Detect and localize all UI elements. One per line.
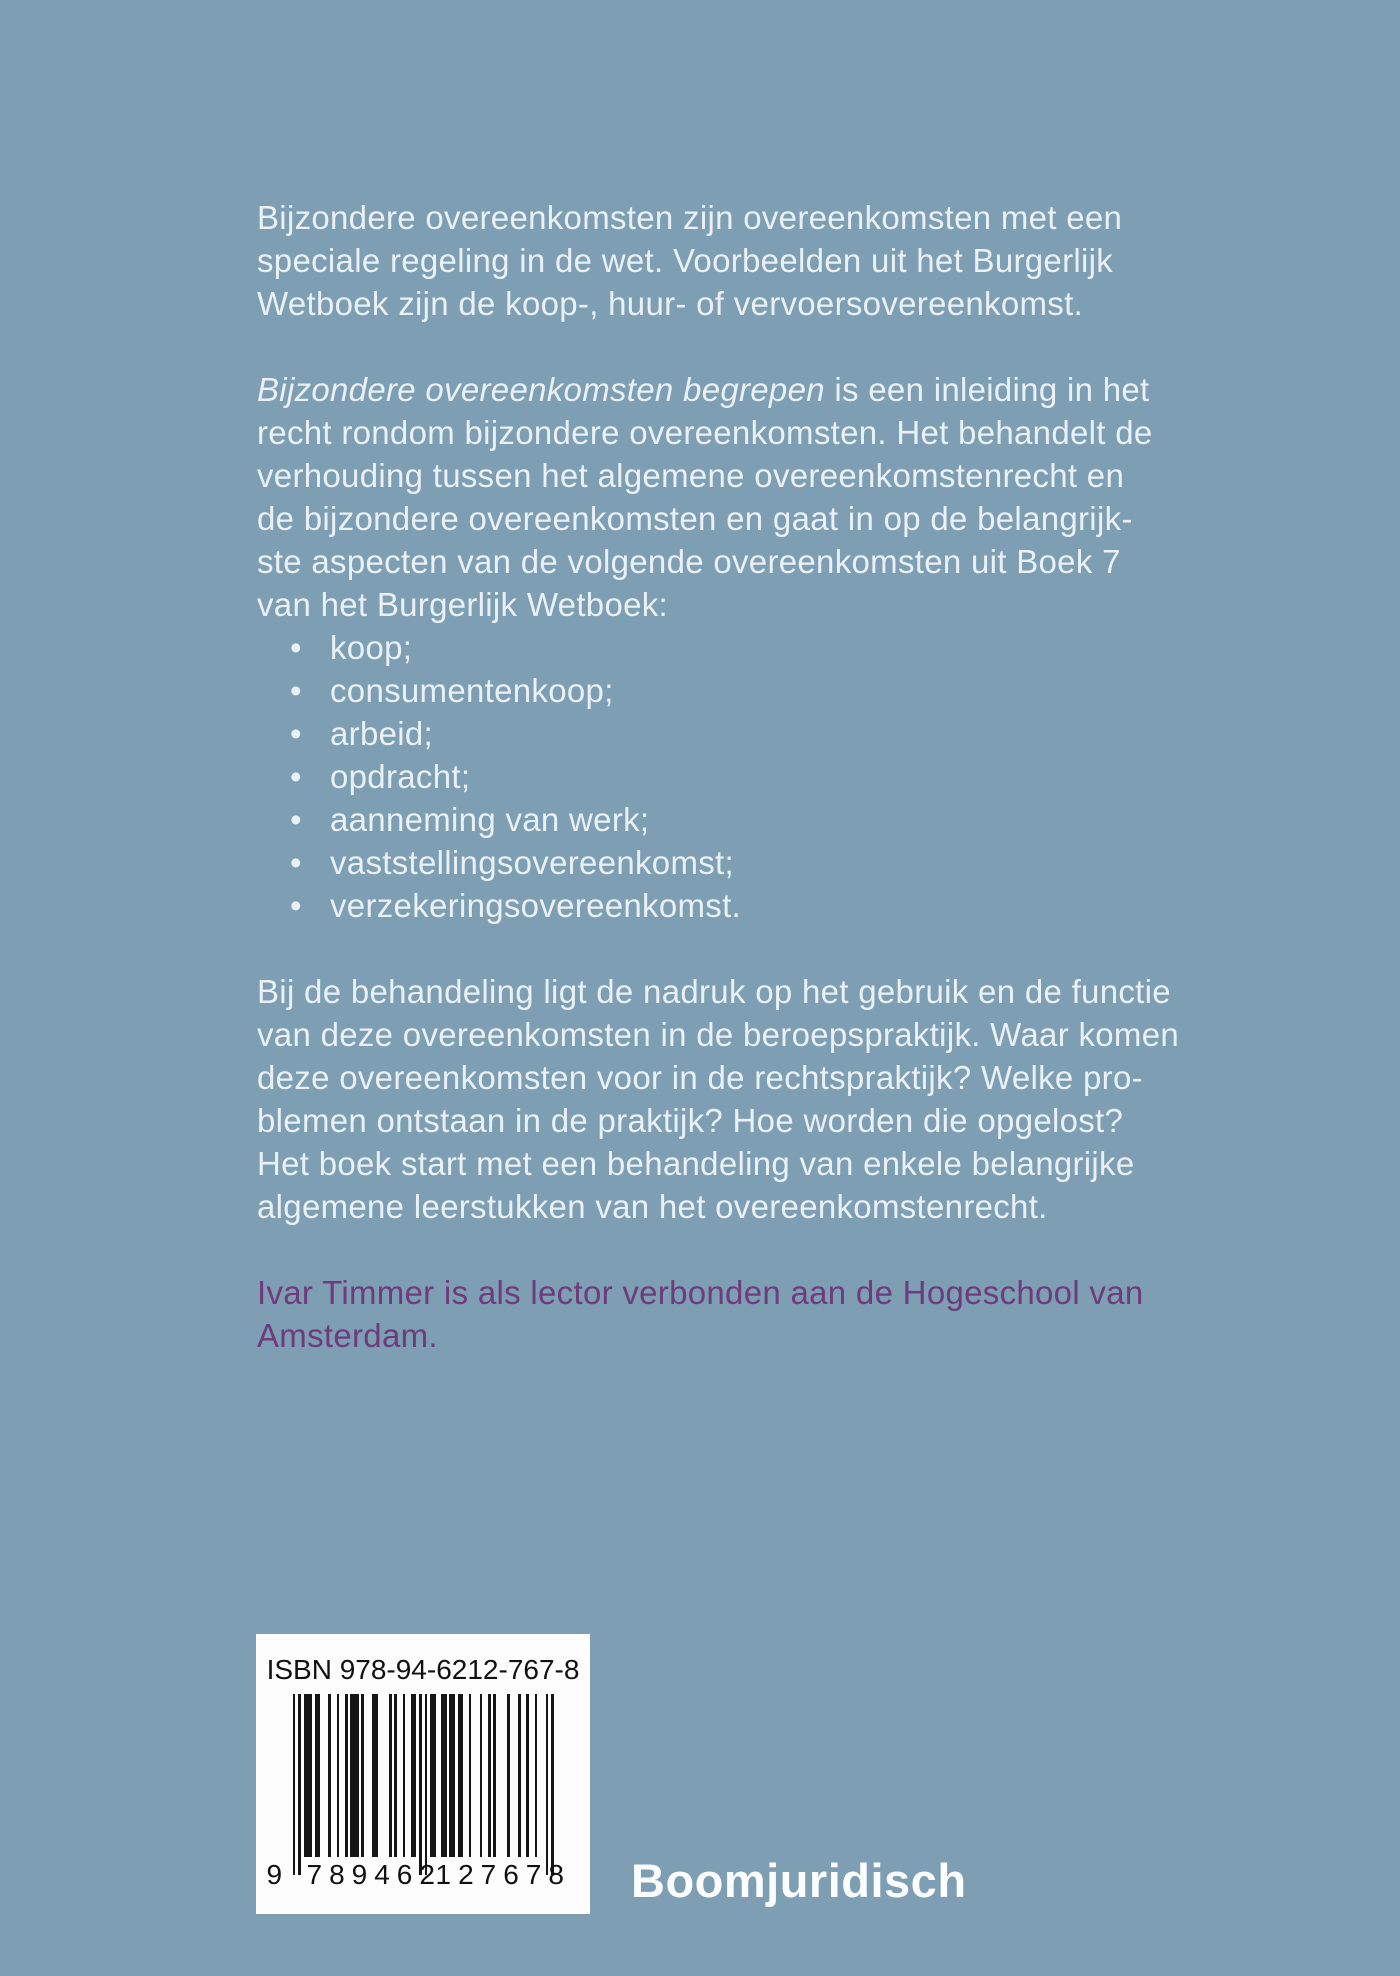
blurb-line: blemen ontstaan in de praktijk? Hoe worden die opgelost?	[257, 1102, 1124, 1139]
contract-types-list	[257, 626, 1157, 927]
list-item	[257, 669, 1157, 712]
author-note-line: Amsterdam.	[257, 1317, 438, 1354]
blurb-line: Bijzondere overeenkomsten zijn overeenkomsten met een	[257, 199, 1123, 236]
blurb-line: deze overeenkomsten voor in de rechtspraktijk? Welke pro-	[257, 1059, 1143, 1096]
barcode-bar	[389, 1694, 392, 1857]
blurb-paragraph-intro	[257, 196, 1157, 325]
list-item	[257, 755, 1157, 798]
isbn-barcode-box	[256, 1634, 590, 1914]
barcode-bar	[493, 1694, 496, 1857]
blurb-line-text: is een inleiding in het	[824, 371, 1150, 408]
barcode-digit-group-2: 127678	[435, 1859, 571, 1890]
list-item	[257, 712, 1157, 755]
list-item-label: consumentenkoop;	[330, 672, 614, 709]
barcode-bar	[356, 1694, 359, 1857]
blurb-line	[257, 368, 1157, 411]
blurb-line: algemene leerstukken van het overeenkomstenrecht.	[257, 1188, 1048, 1225]
blurb-paragraph-description	[257, 368, 1157, 927]
list-item-label: verzekeringsovereenkomst.	[330, 887, 742, 924]
blurb-line: Wetboek zijn de koop-, huur- of vervoersovereenkomst.	[257, 285, 1084, 322]
blurb-line: recht rondom bijzondere overeenkomsten. Het behandelt de	[257, 414, 1153, 451]
barcode-bar	[403, 1694, 406, 1857]
blurb-paragraph-practice	[257, 970, 1180, 1228]
barcode-bar	[444, 1694, 447, 1857]
list-item	[257, 841, 1157, 884]
blurb-line: speciale regeling in de wet. Voorbeelden uit het Burgerlijk	[257, 242, 1114, 279]
list-item-label: opdracht;	[330, 758, 471, 795]
barcode-bar	[317, 1694, 320, 1857]
publisher-logo: Boomjuridisch	[631, 1854, 967, 1907]
bullet-icon: •	[290, 844, 302, 881]
list-item	[257, 798, 1157, 841]
blurb-line: van het Burgerlijk Wetboek:	[257, 586, 669, 623]
bullet-icon: •	[290, 672, 302, 709]
list-item-label: aanneming van werk;	[330, 801, 650, 838]
barcode-bar	[460, 1694, 463, 1857]
barcode-digits	[266, 1857, 571, 1891]
barcode-bar	[452, 1694, 455, 1857]
book-title-italic: Bijzondere overeenkomsten begrepen	[257, 371, 825, 408]
barcode-digit-group-1: 789462	[306, 1859, 442, 1890]
barcode-bar	[488, 1694, 491, 1857]
barcode-digit-lead: 9	[266, 1859, 283, 1890]
barcode-bar	[337, 1694, 340, 1857]
barcode-bar	[394, 1694, 397, 1857]
bullet-icon: •	[290, 887, 302, 924]
blurb-text-block	[257, 196, 1180, 1357]
barcode-bar	[361, 1694, 364, 1857]
blurb-line: ste aspecten van de volgende overeenkomsten uit Boek 7	[257, 543, 1121, 580]
barcode-bar	[298, 1694, 301, 1875]
list-item	[257, 626, 1157, 669]
list-item	[257, 884, 1157, 927]
author-note-line: Ivar Timmer is als lector verbonden aan de Hogeschool van	[257, 1274, 1144, 1311]
barcode-bar	[518, 1694, 521, 1857]
list-item-label: koop;	[330, 629, 413, 666]
barcode-bar	[433, 1694, 436, 1857]
bullet-icon: •	[290, 715, 302, 752]
barcode-bar	[328, 1694, 331, 1857]
blurb-line: verhouding tussen het algemene overeenkomstenrecht en	[257, 457, 1125, 494]
list-item-label: vaststellingsovereenkomst;	[330, 844, 734, 881]
barcode-bar	[526, 1694, 529, 1857]
blurb-line: van deze overeenkomsten in de beroepspraktijk. Waar komen	[257, 1016, 1180, 1053]
barcode-bar	[507, 1694, 510, 1857]
bullet-icon: •	[290, 629, 302, 666]
barcode-bar	[293, 1694, 296, 1875]
barcode-bar	[345, 1694, 348, 1857]
barcode-bar	[414, 1694, 417, 1857]
barcode-bar	[535, 1694, 538, 1857]
barcode-bar	[375, 1694, 378, 1857]
bullet-icon: •	[290, 758, 302, 795]
author-note	[257, 1271, 1157, 1357]
ean13-barcode	[293, 1694, 554, 1857]
barcode-bar	[309, 1694, 312, 1857]
blurb-line: Bij de behandeling ligt de nadruk op het gebruik en de functie	[257, 973, 1171, 1010]
blurb-line: Het boek start met een behandeling van enkele belangrijke	[257, 1145, 1135, 1182]
list-item-label: arbeid;	[330, 715, 434, 752]
barcode-bar	[480, 1694, 483, 1857]
barcode-bar	[419, 1694, 422, 1875]
blurb-line: de bijzondere overeenkomsten en gaat in op de belangrijk-	[257, 500, 1133, 537]
barcode-bar	[425, 1694, 428, 1875]
barcode-bar	[551, 1694, 554, 1875]
bullet-icon: •	[290, 801, 302, 838]
isbn-label: ISBN 978-94-6212-767-8	[266, 1654, 580, 1685]
barcode-bar	[546, 1694, 549, 1875]
barcode-bar	[469, 1694, 472, 1857]
